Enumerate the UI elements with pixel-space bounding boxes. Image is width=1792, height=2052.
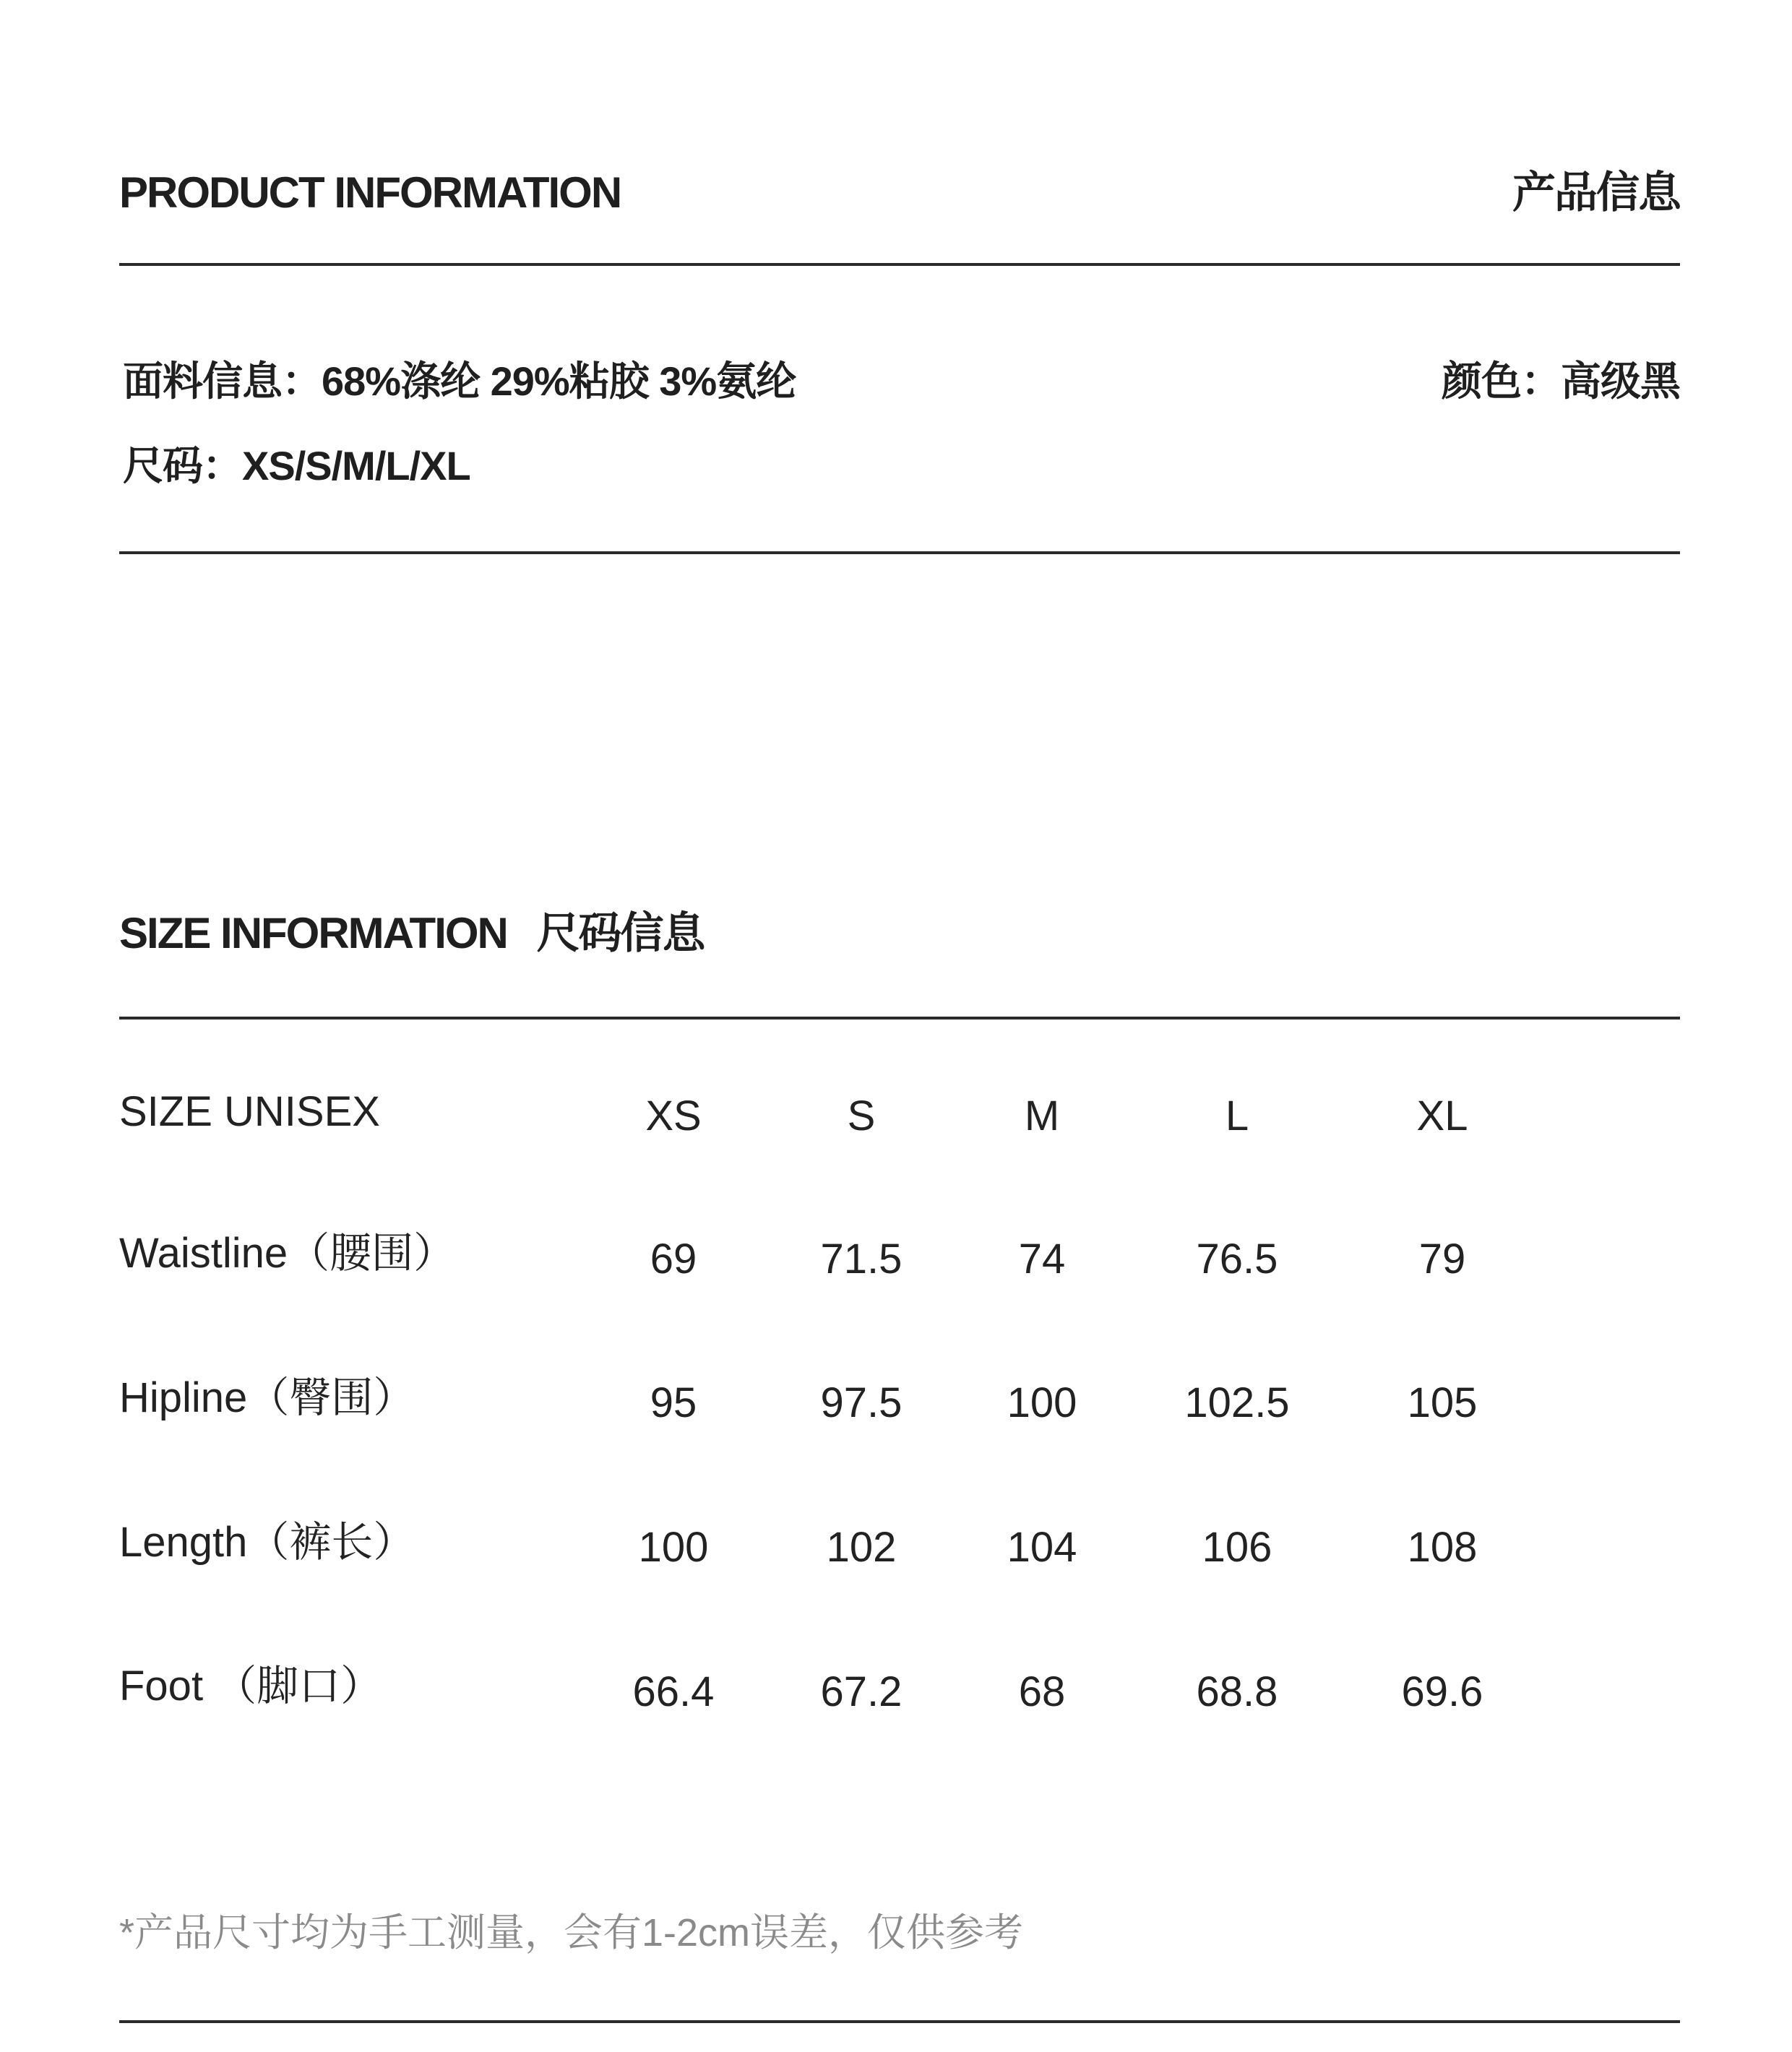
table-cell: 102.5 — [1184, 1379, 1290, 1426]
table-cell: 68.8 — [1196, 1668, 1278, 1715]
table-cell: 68 — [1018, 1668, 1066, 1715]
table-cell: 105 — [1407, 1379, 1478, 1426]
table-cell: 108 — [1407, 1524, 1478, 1571]
table-cell: 97.5 — [820, 1379, 903, 1426]
table-header-label: SIZE UNISEX — [119, 1088, 380, 1135]
row-label-length: Length（裤长） — [119, 1519, 415, 1566]
divider-4 — [119, 2020, 1680, 2023]
size-info-title-cn: 尺码信息 — [536, 909, 705, 957]
row-label-waistline: Waistline（腰围） — [119, 1230, 456, 1277]
table-cell: 66.4 — [632, 1668, 715, 1715]
table-cell: 106 — [1202, 1524, 1272, 1571]
size-list: 尺码：XS/S/M/L/XL — [123, 443, 470, 488]
table-cell: 76.5 — [1196, 1236, 1278, 1282]
measurement-note: *产品尺寸均为手工测量，会有1-2cm误差，仅供参考 — [119, 1911, 1024, 1954]
table-cell: 74 — [1018, 1236, 1066, 1282]
table-cell: 69 — [650, 1236, 697, 1282]
table-cell: 71.5 — [820, 1236, 903, 1282]
product-info-title: PRODUCT INFORMATION — [119, 168, 621, 217]
table-cell: 104 — [1007, 1524, 1077, 1571]
table-cell: 95 — [650, 1379, 697, 1426]
column-header-xl: XL — [1416, 1092, 1468, 1139]
product-info-title-cn: 产品信息 — [1512, 168, 1680, 217]
fabric-info: 面料信息：68%涤纶 29%粘胶 3%氨纶 — [123, 358, 796, 404]
table-cell: 79 — [1418, 1236, 1466, 1282]
table-cell: 102 — [826, 1524, 897, 1571]
column-header-l: L — [1225, 1092, 1249, 1139]
row-label-foot: Foot （脚口） — [119, 1663, 383, 1710]
column-header-xs: XS — [645, 1092, 702, 1139]
table-cell: 100 — [638, 1524, 709, 1571]
table-cell: 67.2 — [820, 1668, 903, 1715]
divider-1 — [119, 263, 1680, 266]
color-info: 颜色：高级黑 — [1442, 358, 1680, 404]
size-info-title-en: SIZE INFORMATION — [119, 909, 507, 957]
column-header-s: S — [847, 1092, 876, 1139]
divider-2 — [119, 551, 1680, 554]
divider-3 — [119, 1017, 1680, 1019]
table-cell: 100 — [1007, 1379, 1077, 1426]
row-label-hipline: Hipline（臀围） — [119, 1374, 415, 1421]
table-cell: 69.6 — [1401, 1668, 1483, 1715]
column-header-m: M — [1024, 1092, 1060, 1139]
size-info-title — [119, 909, 705, 957]
